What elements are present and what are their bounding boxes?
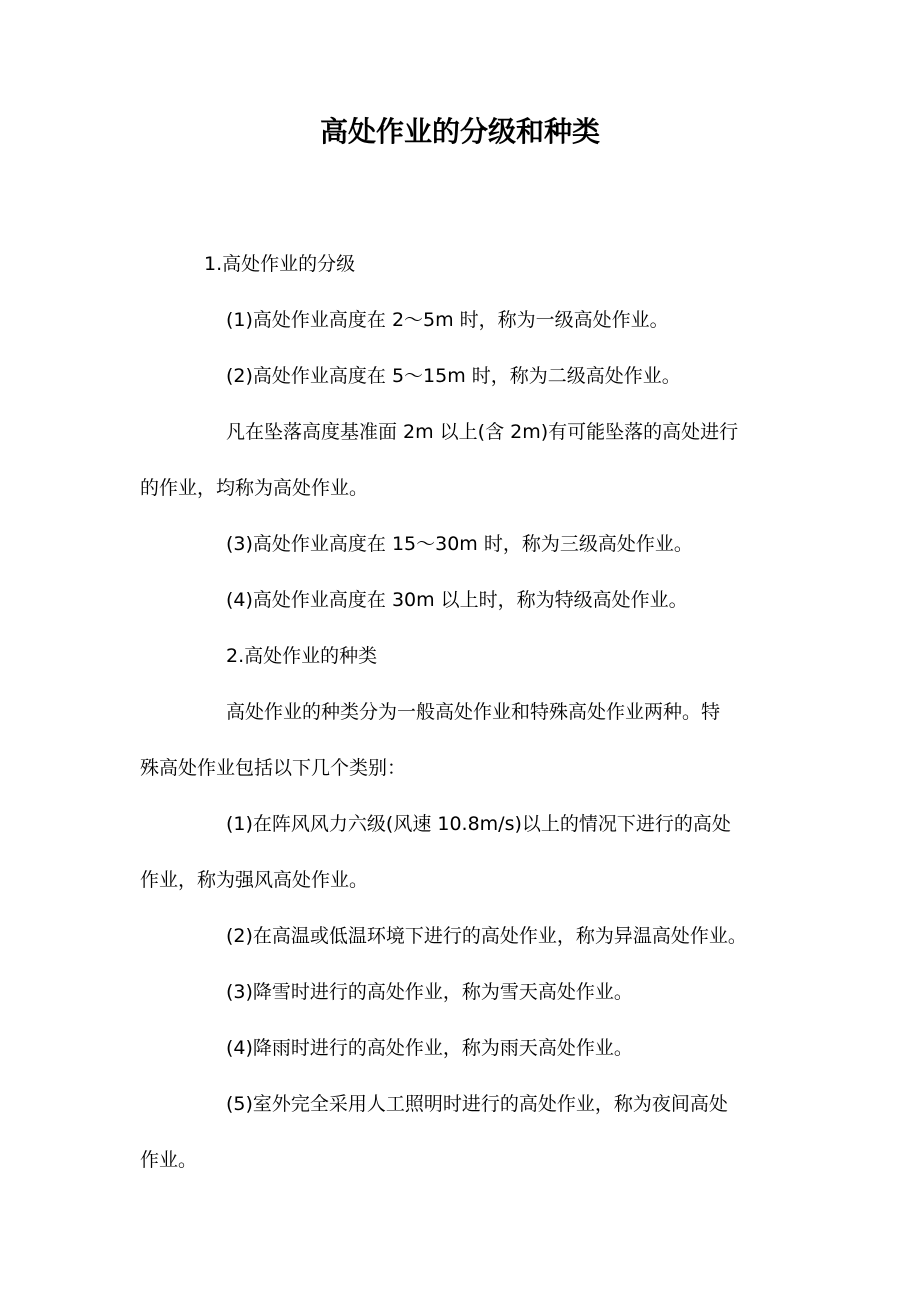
paragraph-line: (2)在高温或低温环境下进行的高处作业，称为异温高处作业。: [226, 925, 747, 947]
paragraph-line: 殊高处作业包括以下几个类别：: [140, 757, 407, 779]
paragraph-line: 凡在坠落高度基准面 2m 以上(含 2m)有可能坠落的高处进行: [226, 421, 739, 443]
paragraph-line: (5)室外完全采用人工照明时进行的高处作业，称为夜间高处: [226, 1093, 728, 1115]
paragraph-line: 作业。: [140, 1149, 198, 1171]
paragraph-line: 的作业，均称为高处作业。: [140, 477, 369, 499]
paragraph-line: 作业，称为强风高处作业。: [140, 869, 369, 891]
page-title: 高处作业的分级和种类: [319, 115, 600, 148]
paragraph-line: (3)降雪时进行的高处作业，称为雪天高处作业。: [226, 981, 633, 1003]
paragraph-line: (4)高处作业高度在 30m 以上时，称为特级高处作业。: [226, 589, 688, 611]
paragraph-line: (3)高处作业高度在 15～30m 时，称为三级高处作业。: [226, 533, 693, 555]
paragraph-line: 高处作业的种类分为一般高处作业和特殊高处作业两种。特: [226, 701, 721, 723]
section-heading-types: 2.高处作业的种类: [226, 645, 378, 667]
paragraph-line: (4)降雨时进行的高处作业，称为雨天高处作业。: [226, 1037, 633, 1059]
paragraph-line: (1)在阵风风力六级(风速 10.8m/s)以上的情况下进行的高处: [226, 813, 731, 835]
paragraph-line: (1)高处作业高度在 2～5m 时，称为一级高处作业。: [226, 309, 669, 331]
paragraph-line: (2)高处作业高度在 5～15m 时，称为二级高处作业。: [226, 365, 681, 387]
section-heading-grading: 1.高处作业的分级: [204, 253, 356, 275]
